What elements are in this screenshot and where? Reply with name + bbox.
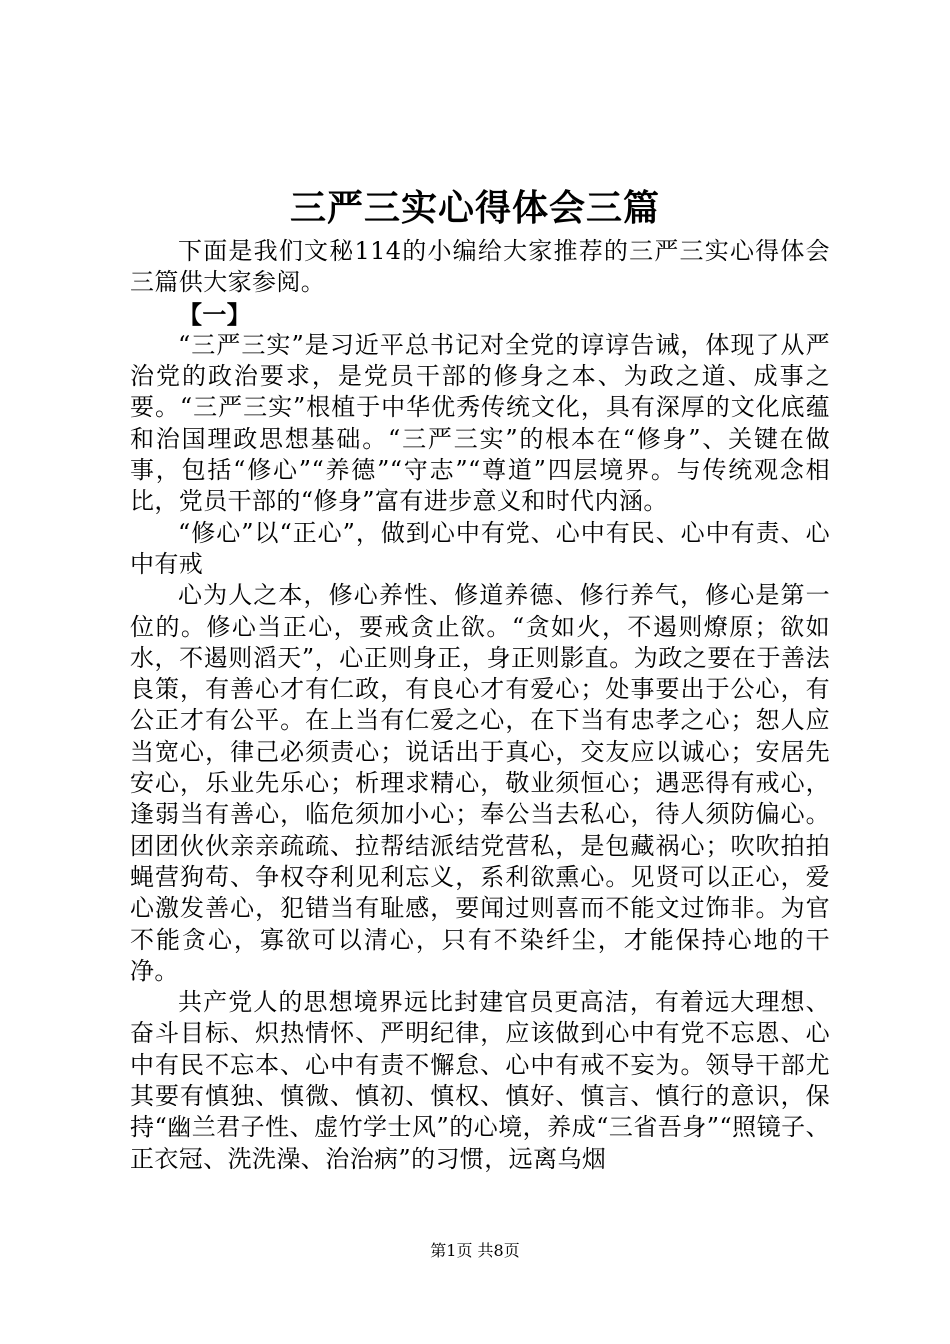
- body-paragraph: 共产党人的思想境界远比封建官员更高洁，有着远大理想、奋斗目标、炽热情怀、严明纪律，应该做到心中有党不忘恩、心中有民不忘本、心中有责不懈怠、心中有戒不妄为。领导干部尤其要有慎独、慎微、慎初、慎权、慎好、慎言、慎行的意识，保持“幽兰君子性、虚竹学士风”的心境，养成“三省吾身”“照镜子、正衣冠、洗洗澡、治治病”的习惯，远离乌烟: [130, 988, 830, 1173]
- document-title: 三严三实心得体会三篇: [289, 187, 660, 229]
- body-paragraph: “修心”以“正心”，做到心中有党、心中有民、心中有责、心中有戒: [130, 518, 830, 578]
- body-paragraph: 心为人之本，修心养性、修道养德、修行养气，修心是第一位的。修心当正心，要戒贪止欲。“贪如火，不遏则燎原；欲如水，不遏则滔天”，心正则身正，身正则影直。为政之要在于善法良策，有善心才有仁政，有良心才有爱心；处事要出于公心，有公正才有公平。在上当有仁爱之心，在下当有忠孝之心；恕人应当宽心，律己必须责心；说话出于真心，交友应以诚心；安居先安心，乐业先乐心；析理求精心，敬业须恒心；遇恶得有戒心，逢弱当有善心，临危须加小心；奉公当去私心，待人须防偏心。团团伙伙亲亲疏疏、拉帮结派结党营私，是包藏祸心；吹吹拍拍蝇营狗苟、争权夺利见利忘义，系利欲熏心。见贤可以正心，爱心激发善心，犯错当有耻感，要闻过则喜而不能文过饰非。为官不能贪心，寡欲可以清心，只有不染纤尘，才能保持心地的干净。: [130, 581, 830, 985]
- document-body: [130, 236, 830, 1175]
- body-paragraph: “三严三实”是习近平总书记对全党的谆谆告诫，体现了从严治党的政治要求，是党员干部的修身之本、为政之道、成事之要。“三严三实”根植于中华优秀传统文化，具有深厚的文化底蕴和治国理政思想基础。“三严三实”的根本在“修身”、关键在做事，包括“修心”“养德”“守志”“尊道”四层境界。与传统观念相比，党员干部的“修身”富有进步意义和时代内涵。: [130, 330, 830, 516]
- section-heading-one: 【一】: [178, 299, 252, 329]
- page-footer: 第1页 共8页: [430, 1241, 520, 1260]
- intro-paragraph: 下面是我们文秘114的小编给大家推荐的三严三实心得体会三篇供大家参阅。: [130, 237, 830, 297]
